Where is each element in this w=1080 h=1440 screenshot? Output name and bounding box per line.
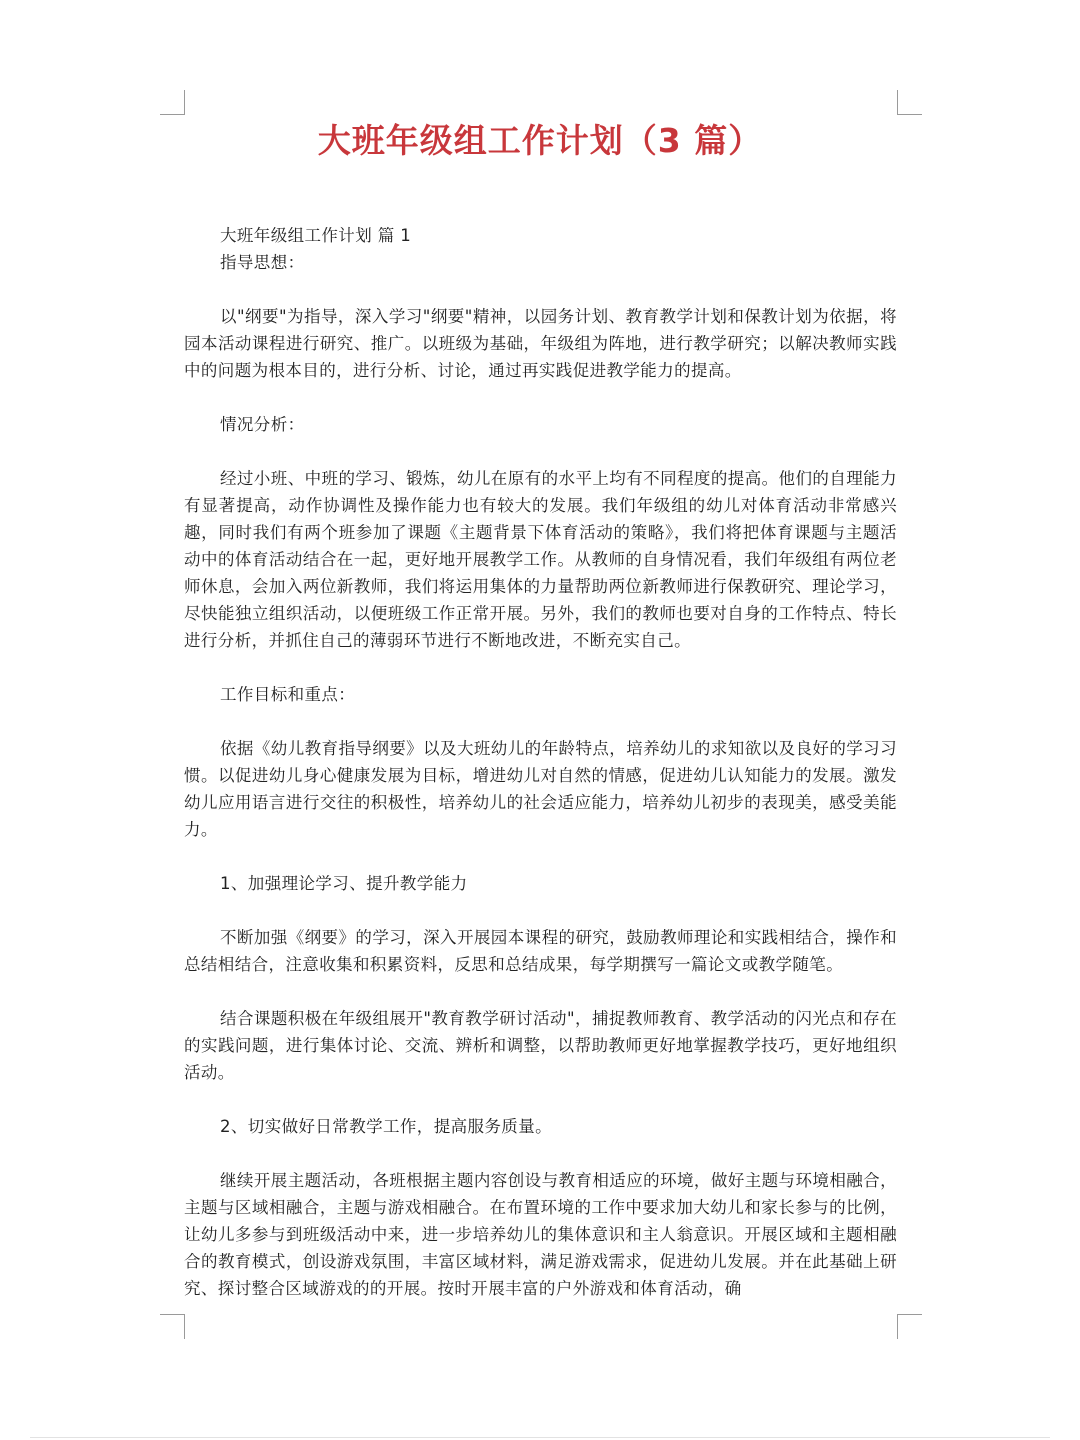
paragraph-goals: 依据《幼儿教育指导纲要》以及大班幼儿的年龄特点，培养幼儿的求知欲以及良好的学习习惯。以促进幼儿身心健康发展为目标，增进幼儿对自然的情感，促进幼儿认知能力的发展。激发幼儿应用语言进行交往的积极性，培养幼儿的社会适应能力，培养幼儿初步的表现美，感受美能力。: [184, 739, 897, 839]
list-item-1: 1、加强理论学习、提升教学能力: [220, 874, 468, 893]
section-label-goals: 工作目标和重点：: [220, 685, 356, 704]
crop-mark-bottom-right: [897, 1314, 922, 1339]
paragraph-guiding: 以"纲要"为指导，深入学习"纲要"精神，以园务计划、教育教学计划和保教计划为依据，将园本活动课程进行研究、推广。以班级为基础，年级组为阵地，进行教学研究；以解决教师实践中的问题为根本目的，进行分析、讨论，通过再实践促进教学能力的提高。: [184, 307, 897, 380]
section-heading: 大班年级组工作计划 篇 1: [220, 226, 412, 245]
paragraph-situation: 经过小班、中班的学习、锻炼，幼儿在原有的水平上均有不同程度的提高。他们的自理能力有显著提高，动作协调性及操作能力也有较大的发展。我们年级组的幼儿对体育活动非常感兴趣，同时我们有两个班参加了课题《主题背景下体育活动的策略》，我们将把体育课题与主题活动中的体育活动结合在一起，更好地开展教学工作。从教师的自身情况看，我们年级组有两位老师休息，会加入两位新教师，我们将运用集体的力量帮助两位新教师进行保教研究、理论学习，尽快能独立组织活动，以便班级工作正常开展。另外，我们的教师也要对自身的工作特点、特长进行分析，并抓住自己的薄弱环节进行不断地改进，不断充实自己。: [184, 469, 897, 650]
document-title: 大班年级组工作计划（3 篇）: [317, 121, 763, 160]
section-label-situation: 情况分析：: [220, 415, 305, 434]
paragraph-item2: 继续开展主题活动，各班根据主题内容创设与教育相适应的环境，做好主题与环境相融合，主题与区域相融合，主题与游戏相融合。在布置环境的工作中要求加大幼儿和家长参与的比例，让幼儿多参与到班级活动中来，进一步培养幼儿的集体意识和主人翁意识。开展区域和主题相融合的教育模式，创设游戏氛围，丰富区域材料，满足游戏需求，促进幼儿发展。并在此基础上研究、探讨整合区域游戏的的开展。按时开展丰富的户外游戏和体育活动，确: [184, 1171, 897, 1298]
list-item-2: 2、切实做好日常教学工作，提高服务质量。: [220, 1117, 552, 1136]
crop-mark-bottom-left: [160, 1314, 185, 1339]
crop-mark-top-right: [897, 90, 922, 115]
page-divider: [30, 1437, 1050, 1438]
document-body: [184, 222, 897, 1302]
crop-mark-top-left: [160, 90, 185, 115]
section-label-guiding: 指导思想：: [220, 253, 305, 272]
paragraph-item1-a: 不断加强《纲要》的学习，深入开展园本课程的研究，鼓励教师理论和实践相结合，操作和总结相结合，注意收集和积累资料，反思和总结成果，每学期撰写一篇论文或教学随笔。: [184, 928, 897, 974]
paragraph-item1-b: 结合课题积极在年级组展开"教育教学研讨活动"，捕捉教师教育、教学活动的闪光点和存在的实践问题，进行集体讨论、交流、辨析和调整，以帮助教师更好地掌握教学技巧，更好地组织活动。: [184, 1009, 897, 1082]
